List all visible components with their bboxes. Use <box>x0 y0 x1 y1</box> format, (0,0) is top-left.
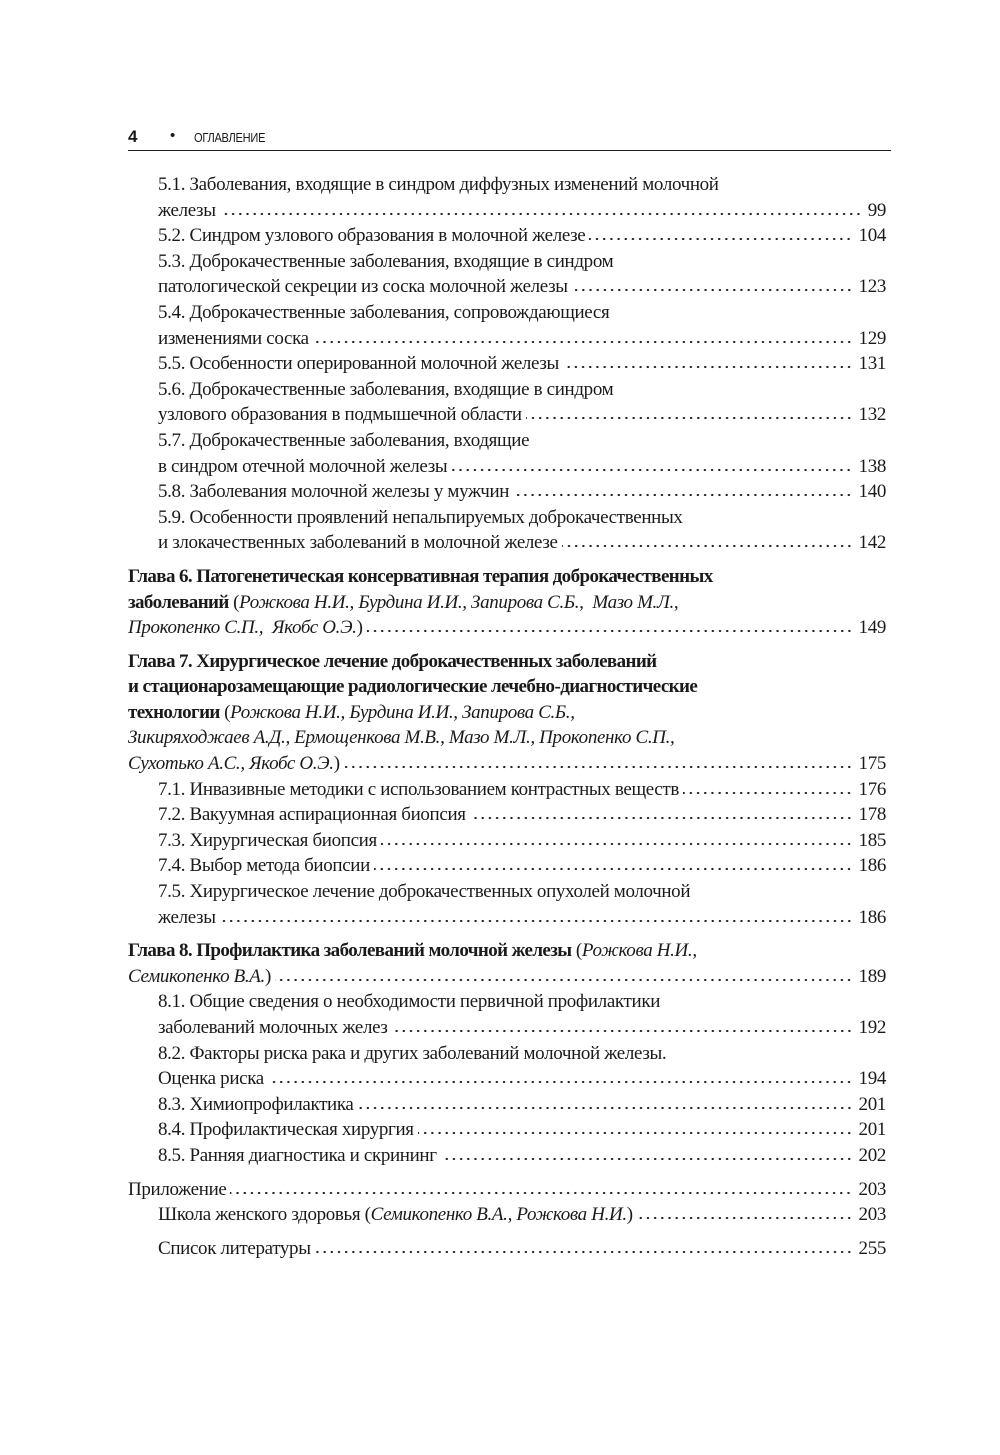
entry-text <box>158 777 679 803</box>
toc-entry-line <box>128 879 886 905</box>
chapter-title: заболеваний <box>128 591 229 613</box>
dot-leader <box>441 1155 853 1161</box>
dot-leader <box>563 363 853 369</box>
dot-leader <box>451 466 852 472</box>
entry-title: железы <box>158 906 216 928</box>
toc-entry-link[interactable] <box>128 1236 886 1262</box>
entry-title: 5.7. Доброкачественные заболевания, входящие <box>158 429 530 451</box>
entry-text <box>158 172 719 198</box>
toc-entry-link[interactable] <box>128 454 886 480</box>
dot-leader <box>589 235 852 241</box>
entry-text <box>158 1066 264 1092</box>
entry-text <box>158 300 609 326</box>
entry-title: и злокачественных заболеваний в молочной железе <box>158 532 558 554</box>
dot-leader <box>220 917 853 923</box>
dot-leader <box>470 814 853 820</box>
dot-leader <box>418 1129 853 1135</box>
toc-entry-line <box>128 377 886 403</box>
entry-text <box>158 530 558 556</box>
toc-group <box>128 1177 886 1228</box>
entry-title: железы <box>158 199 216 221</box>
entry-text <box>158 828 377 854</box>
entry-title: 5.1. Заболевания, входящие в синдром диффузных изменений молочной <box>158 174 719 195</box>
entry-text <box>158 377 613 403</box>
authors: Семикопенко В.А. <box>128 965 265 987</box>
entry-title: ) <box>626 1204 633 1226</box>
page-number-ref: 189 <box>858 965 886 987</box>
dot-leader <box>572 286 853 292</box>
toc-entry-line <box>128 300 886 326</box>
dot-leader <box>315 1248 853 1254</box>
page-number-ref: 142 <box>858 532 886 554</box>
toc-group <box>128 1236 886 1262</box>
entry-title: в синдром отечной молочной железы <box>158 455 448 477</box>
entry-text <box>128 938 697 964</box>
authors: Рожкова Н.И., Бурдина И.И., Запирова С.Б., <box>230 701 575 723</box>
entry-text <box>128 649 657 675</box>
toc-entry-link[interactable] <box>128 530 886 556</box>
toc-group <box>128 564 886 641</box>
entry-text <box>128 964 271 990</box>
toc-group <box>128 172 886 556</box>
entry-title: 7.1. Инвазивные методики с использованием контрастных веществ <box>158 778 679 800</box>
toc-entry-line <box>128 649 886 675</box>
entry-title: Оценка риска <box>158 1068 264 1090</box>
page-number-ref: 192 <box>858 1017 886 1038</box>
page-number-ref: 175 <box>858 753 886 775</box>
toc-entry-link[interactable] <box>128 1177 886 1203</box>
entry-text <box>158 1041 666 1067</box>
toc-group <box>128 649 886 931</box>
toc-entry-link[interactable] <box>128 326 886 352</box>
toc-entry-line <box>128 938 886 964</box>
entry-text <box>158 249 613 275</box>
entry-title: 5.8. Заболевания молочной железы у мужчин <box>158 481 510 503</box>
page-number-ref: 131 <box>858 353 886 375</box>
page-number-ref: 132 <box>858 404 886 426</box>
authors: Прокопенко С.П., Якобс О.Э. <box>128 617 357 639</box>
toc-entry-link[interactable] <box>128 615 886 641</box>
entry-title: патологической секреции из соска молочной железы <box>158 276 568 298</box>
toc-entry-line <box>128 505 886 531</box>
entry-text <box>158 1015 388 1041</box>
entry-text <box>128 590 678 616</box>
toc-entry-link[interactable] <box>128 828 886 854</box>
dot-leader <box>275 976 853 982</box>
entry-title: заболеваний молочных желез <box>158 1017 388 1038</box>
toc-entry-link[interactable] <box>128 964 886 990</box>
page-number: 4 <box>128 127 138 146</box>
dot-leader <box>358 1104 853 1110</box>
toc-entry-link[interactable] <box>128 223 886 249</box>
toc-entry-line <box>128 428 886 454</box>
dot-leader <box>562 542 853 548</box>
entry-text <box>158 198 216 224</box>
entry-title: Приложение <box>128 1178 227 1200</box>
toc-entry-line <box>128 674 886 700</box>
entry-title: 5.9. Особенности проявлений непальпируемых доброкачественных <box>158 506 683 528</box>
entry-text <box>158 351 559 377</box>
entry-title: 8.5. Ранняя диагностика и скрининг <box>158 1144 437 1166</box>
entry-text <box>158 454 447 480</box>
toc-entry-link[interactable] <box>128 274 886 300</box>
running-title: ОГЛАВЛЕНИЕ <box>194 130 266 145</box>
entry-text <box>158 802 466 828</box>
page-number-ref: 255 <box>858 1237 886 1259</box>
entry-text <box>158 989 660 1015</box>
entry-text <box>158 223 585 249</box>
entry-title: 7.5. Хирургическое лечение доброкачественных опухолей молочной <box>158 881 691 903</box>
chapter-title: Глава 6. Патогенетическая консервативная терапия доброкачественных <box>128 565 713 587</box>
entry-title: 5.3. Доброкачественные заболевания, входящие в синдром <box>158 250 614 272</box>
authors: Рожкова Н.И., <box>581 940 697 962</box>
page-number-ref: 178 <box>858 804 886 826</box>
toc-entry-link[interactable] <box>128 777 886 803</box>
entry-text <box>158 428 529 454</box>
page-number-ref: 186 <box>858 855 886 877</box>
entry-title: узлового образования в подмышечной области <box>158 404 522 426</box>
dot-leader <box>683 789 853 795</box>
entry-text <box>128 615 363 641</box>
entry-text <box>158 274 568 300</box>
toc-entry-link[interactable] <box>128 1202 886 1228</box>
authors: Сухотько А.С., Якобс О.Э. <box>128 753 334 775</box>
entry-title: 7.4. Выбор метода биопсии <box>158 855 370 877</box>
entry-title: Школа женского здоровья ( <box>158 1204 371 1226</box>
entry-title: ( <box>219 701 231 723</box>
toc-entry-link[interactable] <box>128 751 886 777</box>
entry-title: 8.2. Факторы риска рака и других заболеваний молочной железы. <box>158 1042 667 1064</box>
toc-entry-link[interactable] <box>128 802 886 828</box>
entry-text <box>128 1177 226 1203</box>
entry-text <box>158 326 309 352</box>
authors: Рожкова Н.И., Бурдина И.И., Запирова С.Б., Мазо М.Л., <box>239 591 679 613</box>
page-number-ref: 201 <box>858 1119 886 1141</box>
toc-entry-link[interactable] <box>128 198 886 224</box>
entry-text <box>128 674 697 700</box>
entry-text <box>158 1202 633 1228</box>
entry-text <box>158 905 216 931</box>
toc-entry-link[interactable] <box>128 479 886 505</box>
entry-title: ) <box>356 617 363 639</box>
bullet-icon: • <box>170 127 176 144</box>
entry-text <box>158 1143 437 1169</box>
page-number-ref: 203 <box>858 1204 886 1226</box>
entry-text <box>158 853 370 879</box>
page-number-ref: 186 <box>858 906 886 928</box>
toc-entry-line <box>128 172 886 198</box>
chapter-title: и стационарозамещающие радиологические лечебно-диагностические <box>128 676 698 698</box>
page-number-ref: 104 <box>858 225 886 247</box>
page-number-ref: 176 <box>858 778 886 800</box>
page-number-ref: 203 <box>858 1178 886 1200</box>
toc-entry-line <box>128 1041 886 1067</box>
page-number-ref: 194 <box>858 1068 886 1090</box>
chapter-title: Глава 8. Профилактика заболеваний молочной железы <box>128 940 572 962</box>
entry-title: Список литературы <box>158 1237 311 1259</box>
page-number-ref: 201 <box>858 1093 886 1115</box>
entry-title: ) <box>333 753 340 775</box>
toc-entry-link[interactable] <box>128 1117 886 1143</box>
toc-entry-line <box>128 564 886 590</box>
entry-text <box>158 1117 414 1143</box>
toc-entry-link[interactable] <box>128 1015 886 1041</box>
entry-text <box>128 564 713 590</box>
entry-title: ( <box>228 591 240 613</box>
toc-entry-link[interactable] <box>128 1066 886 1092</box>
entry-title: 8.3. Химиопрофилактика <box>158 1093 354 1115</box>
entry-title: 5.2. Синдром узлового образования в молочной железе <box>158 225 586 247</box>
dot-leader <box>230 1189 852 1195</box>
entry-title: 7.2. Вакуумная аспирационная биопсия <box>158 804 466 826</box>
page-number-ref: 185 <box>858 829 886 851</box>
entry-title: 8.1. Общие сведения о необходимости первичной профилактики <box>158 991 661 1013</box>
entry-text <box>158 1236 311 1262</box>
dot-leader <box>220 210 862 216</box>
dot-leader <box>637 1214 853 1220</box>
entry-title: ) <box>264 965 271 987</box>
entry-text <box>158 505 683 531</box>
entry-title: 8.4. Профилактическая хирургия <box>158 1119 414 1141</box>
toc-entry-link[interactable] <box>128 905 886 931</box>
toc-entry-line <box>128 590 886 616</box>
page-number-ref: 99 <box>867 199 886 221</box>
toc-entry-line <box>128 249 886 275</box>
entry-title: 5.6. Доброкачественные заболевания, входящие в синдром <box>158 378 614 400</box>
dot-leader <box>268 1078 853 1084</box>
table-of-contents <box>128 172 886 1261</box>
chapter-title: технологии <box>128 701 220 723</box>
entry-text <box>158 1092 354 1118</box>
entry-title: ( <box>571 940 582 962</box>
entry-text <box>158 479 509 505</box>
entry-text <box>128 725 674 751</box>
chapter-title: Глава 7. Хирургическое лечение доброкачественных заболеваний <box>128 650 657 672</box>
dot-leader <box>344 763 853 769</box>
dot-leader <box>367 627 853 633</box>
page-number-ref: 202 <box>858 1144 886 1166</box>
dot-leader <box>392 1027 853 1033</box>
authors: Семикопенко В.А., Рожкова Н.И. <box>370 1204 627 1226</box>
entry-title: 7.3. Хирургическая биопсия <box>158 829 377 851</box>
authors: Зикиряходжаев А.Д., Ермощенкова М.В., Мазо М.Л., Прокопенко С.П., <box>128 727 675 749</box>
entry-text <box>158 402 522 428</box>
running-header <box>128 126 891 151</box>
dot-leader <box>381 840 853 846</box>
page-number-ref: 149 <box>858 617 886 639</box>
toc-entry-link[interactable] <box>128 402 886 428</box>
entry-text <box>128 700 575 726</box>
page-number-ref: 129 <box>858 327 886 349</box>
dot-leader <box>374 865 853 871</box>
entry-title: 5.4. Доброкачественные заболевания, сопровождающиеся <box>158 301 610 323</box>
dot-leader <box>526 414 853 420</box>
toc-entry-line <box>128 725 886 751</box>
entry-text <box>158 879 690 905</box>
page-number-ref: 138 <box>858 455 886 477</box>
toc-entry-link[interactable] <box>128 1092 886 1118</box>
toc-group <box>128 938 886 1168</box>
toc-entry-line <box>128 989 886 1015</box>
entry-text <box>128 751 340 777</box>
page-number-ref: 123 <box>858 276 886 298</box>
dot-leader <box>513 491 852 497</box>
entry-title: изменениями соска <box>158 327 309 349</box>
page-number-ref: 140 <box>858 481 886 503</box>
toc-entry-link[interactable] <box>128 1143 886 1169</box>
entry-title: 5.5. Особенности оперированной молочной железы <box>158 353 559 375</box>
toc-entry-link[interactable] <box>128 351 886 377</box>
toc-entry-line <box>128 700 886 726</box>
dot-leader <box>313 338 853 344</box>
toc-entry-link[interactable] <box>128 853 886 879</box>
